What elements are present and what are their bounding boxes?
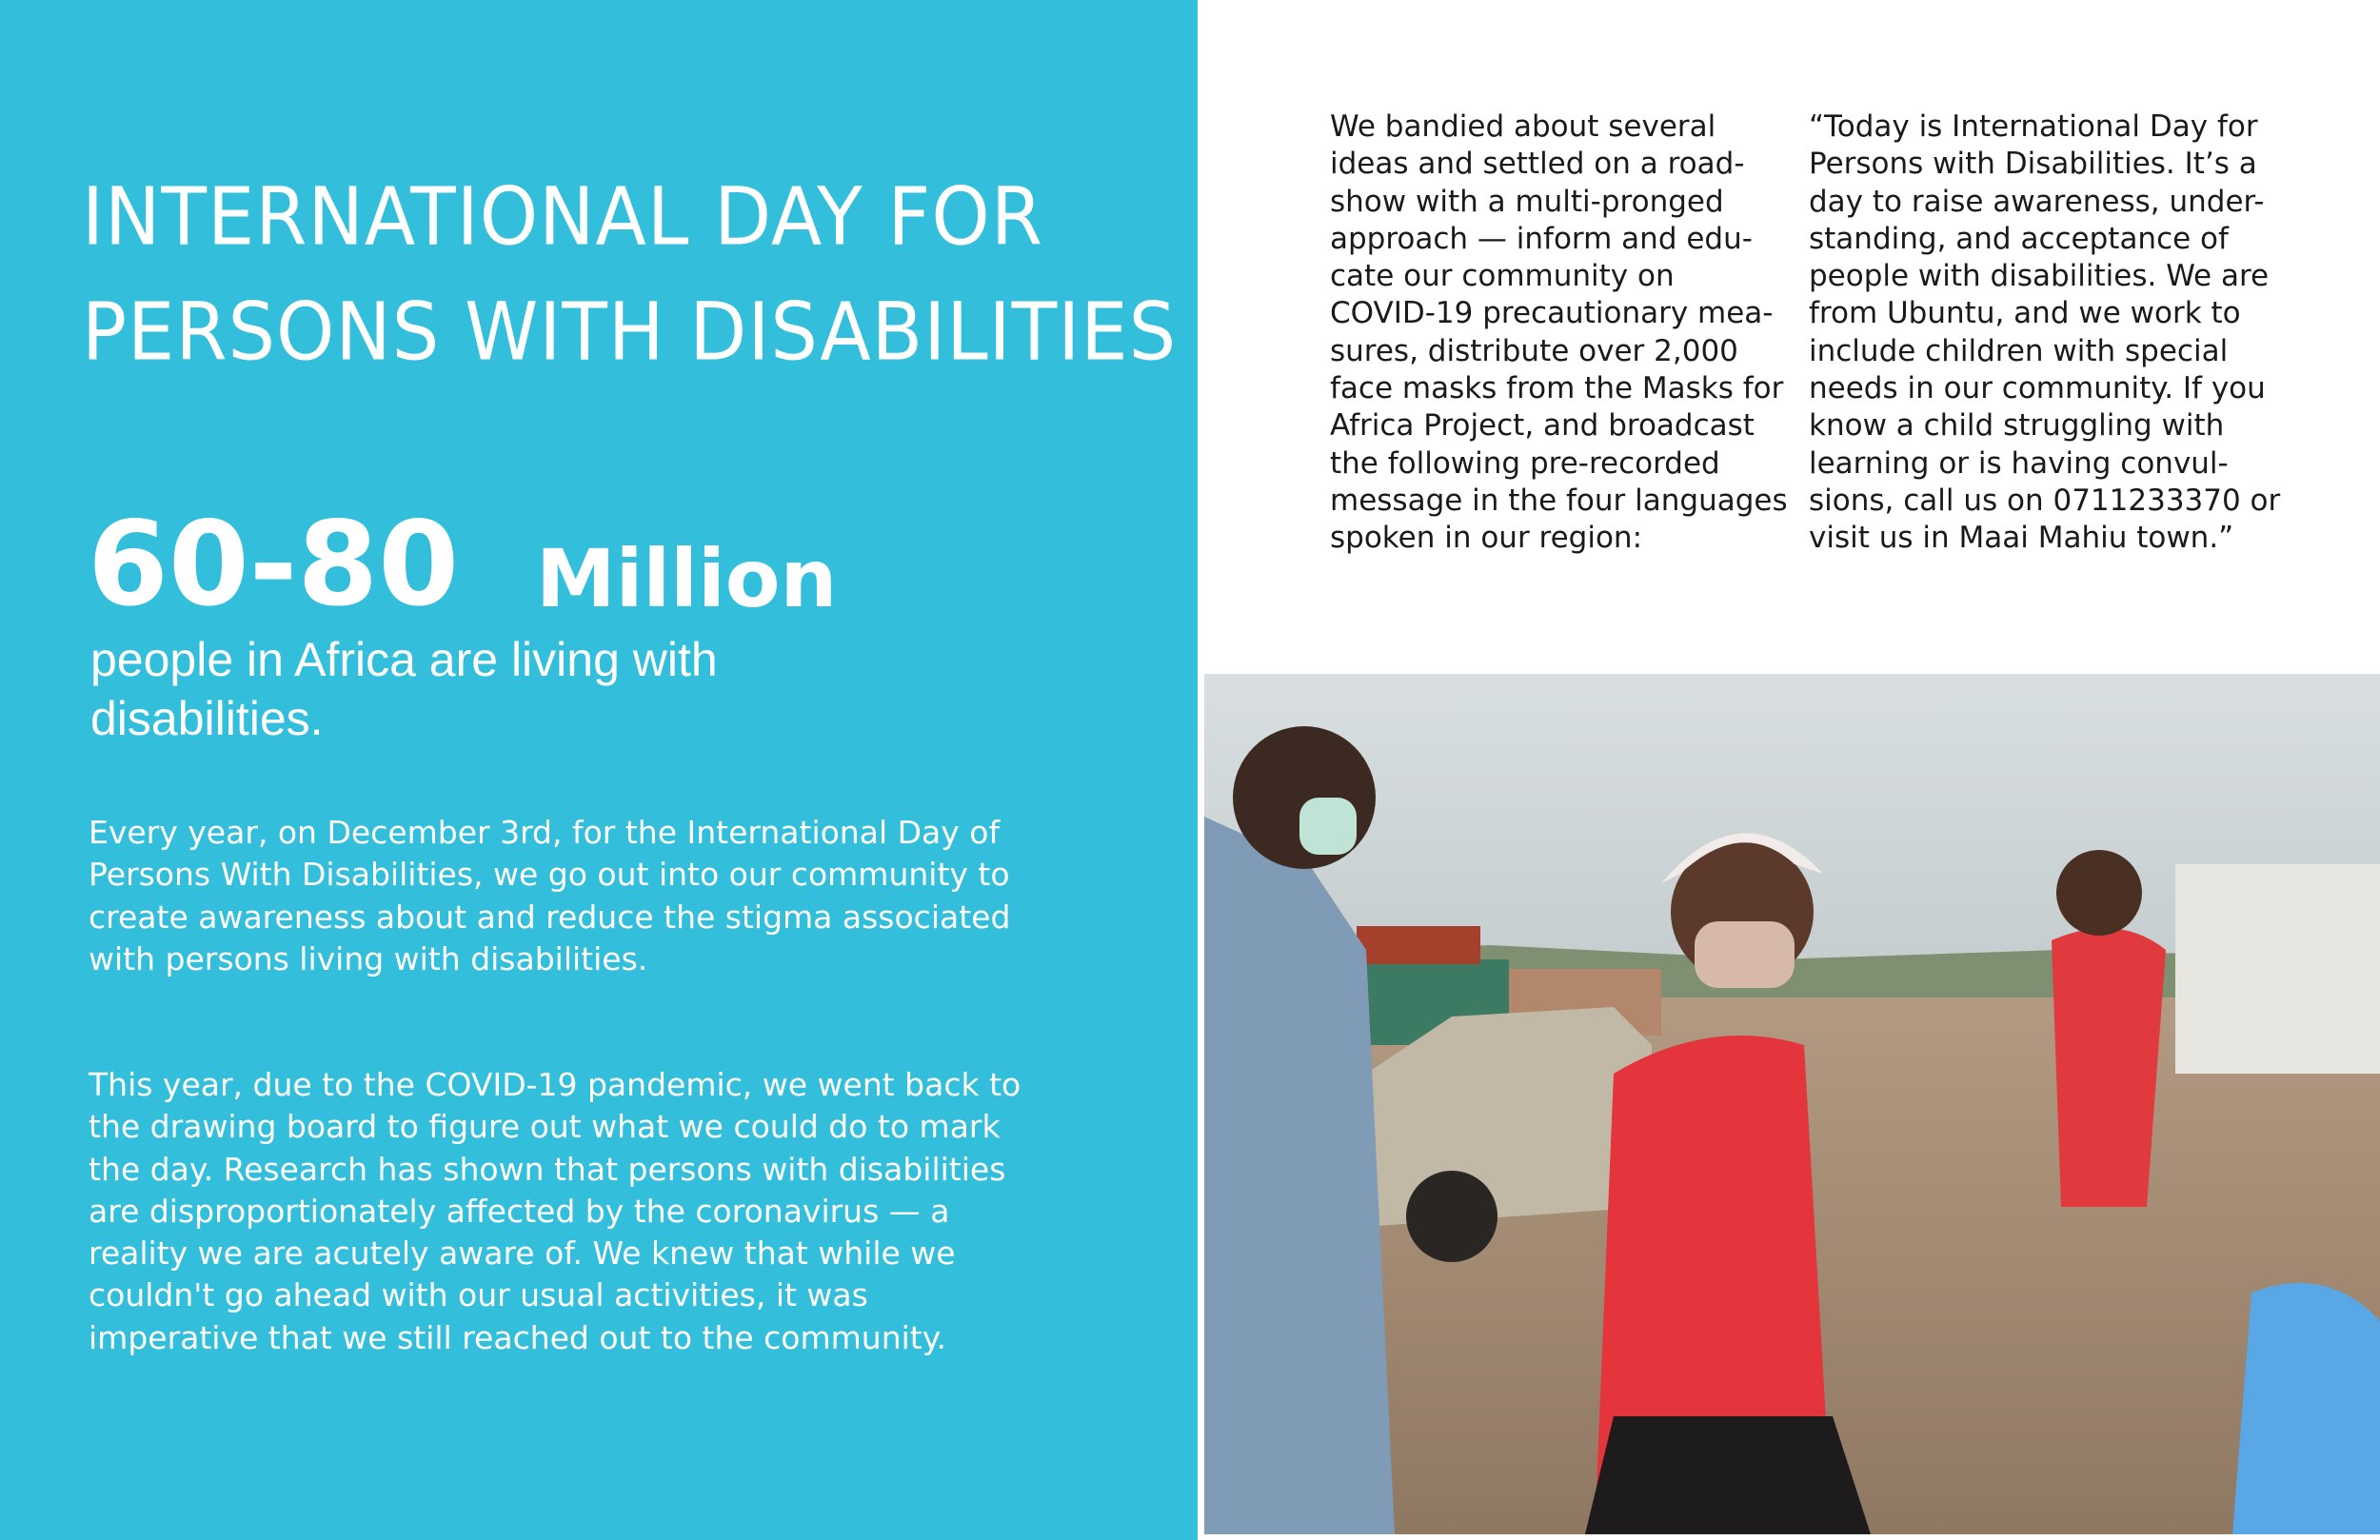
- stat-caption: people in Africa are living with disabilities.: [90, 633, 718, 745]
- text-column-2-quote: [1809, 109, 2304, 558]
- title-line-1: INTERNATIONAL DAY FOR: [82, 170, 1044, 265]
- column-1-line: message in the four languages: [1330, 483, 1788, 518]
- column-1-line: ideas and settled on a road-: [1330, 147, 1745, 182]
- body-paragraph-1: Every year, on December 3rd, for the International Day of Persons With Disabilities, we go out into our community to create awareness about and reduce the stigma associated with persons living with disabilities.: [89, 814, 1011, 977]
- truck-wheel: [1406, 1171, 1497, 1262]
- photo-illustration: [1204, 674, 2380, 1534]
- column-2-line: day to raise awareness, under-: [1809, 184, 2265, 219]
- column-1-line: Africa Project, and broadcast: [1330, 408, 1755, 444]
- community-outreach-photo: [1204, 674, 2380, 1534]
- column-1-line: sures, distribute over 2,000: [1330, 333, 1738, 368]
- title-line-2: PERSONS WITH DISABILITIES: [82, 286, 1178, 380]
- container-red: [1357, 926, 1480, 964]
- column-2-line: needs in our community. If you: [1809, 371, 2266, 406]
- column-1-line: approach — inform and edu-: [1330, 221, 1753, 256]
- column-2-line: “Today is International Day for: [1809, 109, 2258, 144]
- woman-skirt: [1585, 1416, 1871, 1534]
- column-1-line: We bandied about several: [1330, 109, 1716, 144]
- column-2-line: standing, and acceptance of: [1809, 221, 2229, 256]
- man-head: [2056, 850, 2142, 936]
- column-1-line: spoken in our region:: [1330, 521, 1643, 556]
- stat-unit: Million: [536, 532, 838, 625]
- page-title: [82, 160, 1177, 390]
- column-2-line: people with disabilities. We are: [1809, 259, 2270, 294]
- column-2-line: visit us in Maai Mahiu town.”: [1809, 521, 2234, 556]
- stat-number: 60-80: [88, 497, 460, 632]
- text-column-1: [1330, 109, 1787, 558]
- column-2-line: include children with special: [1809, 333, 2229, 368]
- man-red-shirt: [2052, 928, 2166, 1207]
- column-2-line: sions, call us on 0711233370 or: [1809, 483, 2281, 518]
- white-truck: [2175, 864, 2380, 1074]
- blue-bag: [2232, 1283, 2380, 1534]
- column-1-line: show with a multi-pronged: [1330, 184, 1724, 219]
- column-2-line: Persons with Disabilities. It’s a: [1809, 147, 2257, 182]
- column-1-line: COVID-19 precautionary mea-: [1330, 296, 1774, 331]
- column-1-line: the following pre-recorded: [1330, 445, 1720, 481]
- column-1-line: cate our community on: [1330, 259, 1675, 294]
- column-2-line: learning or is having convul-: [1809, 445, 2229, 481]
- column-2-line: know a child struggling with: [1809, 408, 2225, 444]
- column-1-line: face masks from the Masks for: [1330, 371, 1784, 406]
- person-left-mask: [1299, 798, 1357, 855]
- column-2-line: from Ubuntu, and we work to: [1809, 296, 2241, 331]
- body-paragraph-2: This year, due to the COVID-19 pandemic, we went back to the drawing board to figure out what we could do to mark the day. Research has shown that persons with disabilities are disproportionately affected by the coronavirus — a reality we are acutely aware of. We knew that while we couldn't go ahead with our usual activities, it was imperative that we still reached out to the community.: [89, 1066, 1021, 1356]
- woman-mask: [1695, 921, 1795, 988]
